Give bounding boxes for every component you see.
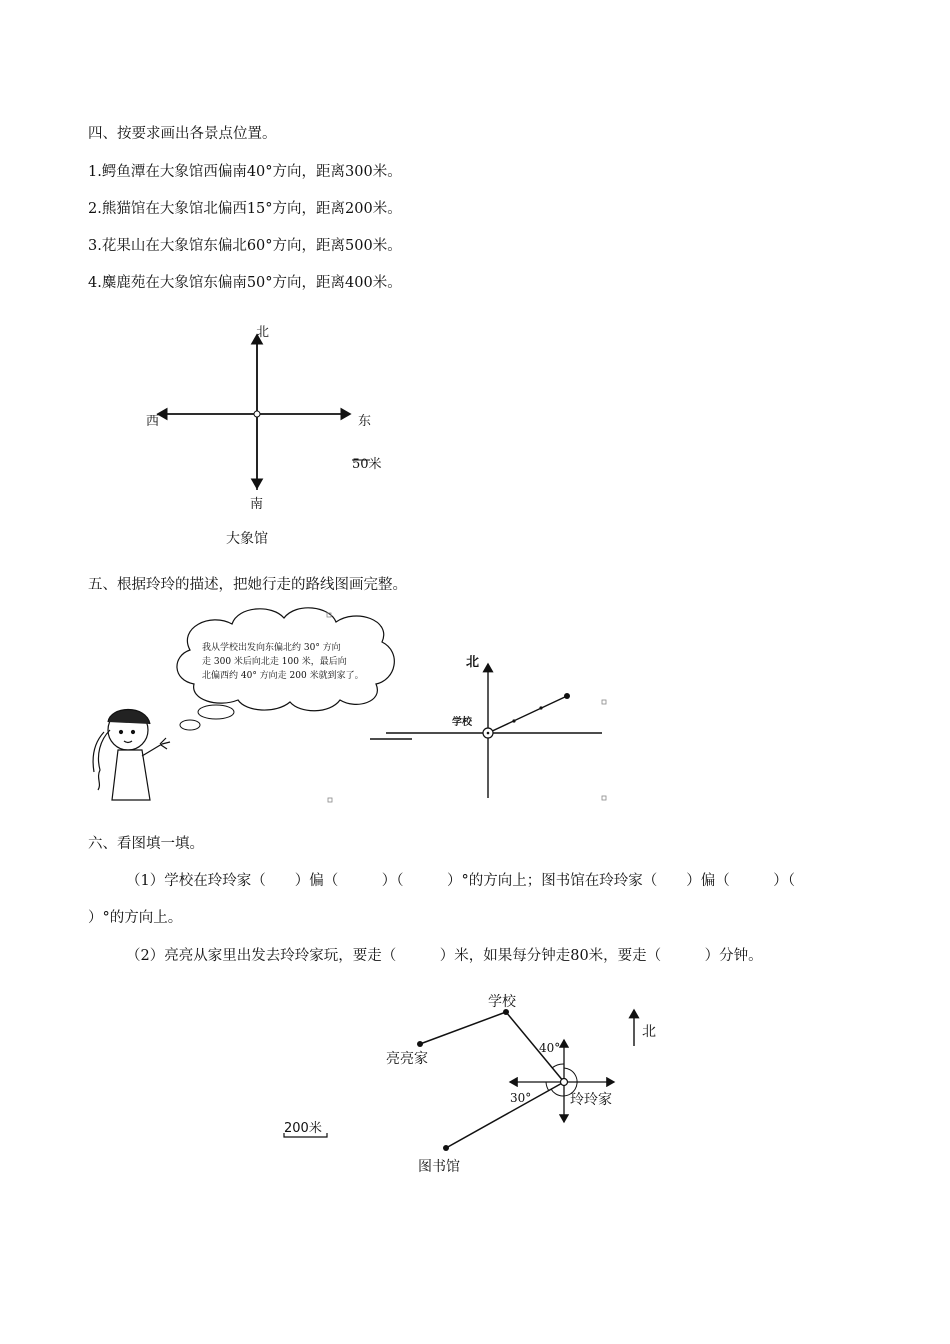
map-angle-top: 40° <box>539 1041 561 1055</box>
route-school-label: 学校 <box>452 717 472 728</box>
section4-item-1: 1.鳄鱼潭在大象馆西偏南40°方向，距离300米。 <box>88 164 402 180</box>
speech-line-1: 我从学校出发向东偏北约 30° 方向 <box>202 643 341 653</box>
route-north-label: 北 <box>466 655 480 670</box>
compass-label-south: 南 <box>250 497 264 512</box>
map-path-home-library <box>446 1082 564 1148</box>
map-point-lingling <box>561 1079 568 1086</box>
section6-q1-line2: ）°的方向上。 <box>88 910 183 926</box>
map-point-liangliang <box>417 1041 423 1047</box>
section4-item-3: 3.花果山在大象馆东偏北60°方向，距离500米。 <box>88 238 402 254</box>
map-scale-label: 200米 <box>284 1121 322 1136</box>
section4-heading: 四、按要求画出各景点位置。 <box>88 126 277 142</box>
compass-label-east: 东 <box>358 414 372 429</box>
map-path-school-liangliang <box>420 1012 506 1044</box>
section4-item-4: 4.麋鹿苑在大象馆东偏南50°方向，距离400米。 <box>88 275 402 291</box>
compass-scale-label: 50米 <box>352 457 382 472</box>
map-label-lingling: 玲玲家 <box>570 1092 612 1108</box>
section5-heading: 五、根据玲玲的描述，把她行走的路线图画完整。 <box>88 577 407 593</box>
map-angle-left: 30° <box>510 1091 532 1105</box>
map-label-library: 图书馆 <box>418 1159 460 1175</box>
compass-label-north: 北 <box>256 325 270 340</box>
compass-label-west: 西 <box>146 414 160 429</box>
elephant-caption: 大象馆 <box>226 531 268 547</box>
map-north-label: 北 <box>642 1024 656 1040</box>
map-angle-arc-top <box>552 1064 564 1068</box>
map-point-library <box>443 1145 449 1151</box>
section6-heading: 六、看图填一填。 <box>88 836 204 852</box>
speech-line-3: 北偏西约 40° 方向走 200 米就到家了。 <box>202 671 364 681</box>
speech-line-2: 走 300 米后向北走 100 米，最后向 <box>202 657 347 667</box>
section6-q1-line1: （1）学校在玲玲家（ ）偏（ ）（ ）°的方向上；图书馆在玲玲家（ ）偏（ ）（ <box>126 873 795 889</box>
map-angle-arc-bottom <box>546 1082 549 1091</box>
section4-item-2: 2.熊猫馆在大象馆北偏西15°方向，距离200米。 <box>88 201 402 217</box>
map-label-school: 学校 <box>488 994 516 1010</box>
map-label-liangliang: 亮亮家 <box>386 1051 428 1067</box>
section6-q2: （2）亮亮从家里出发去玲玲家玩，要走（ ）米，如果每分钟走80米，要走（ ）分钟。 <box>126 948 763 964</box>
